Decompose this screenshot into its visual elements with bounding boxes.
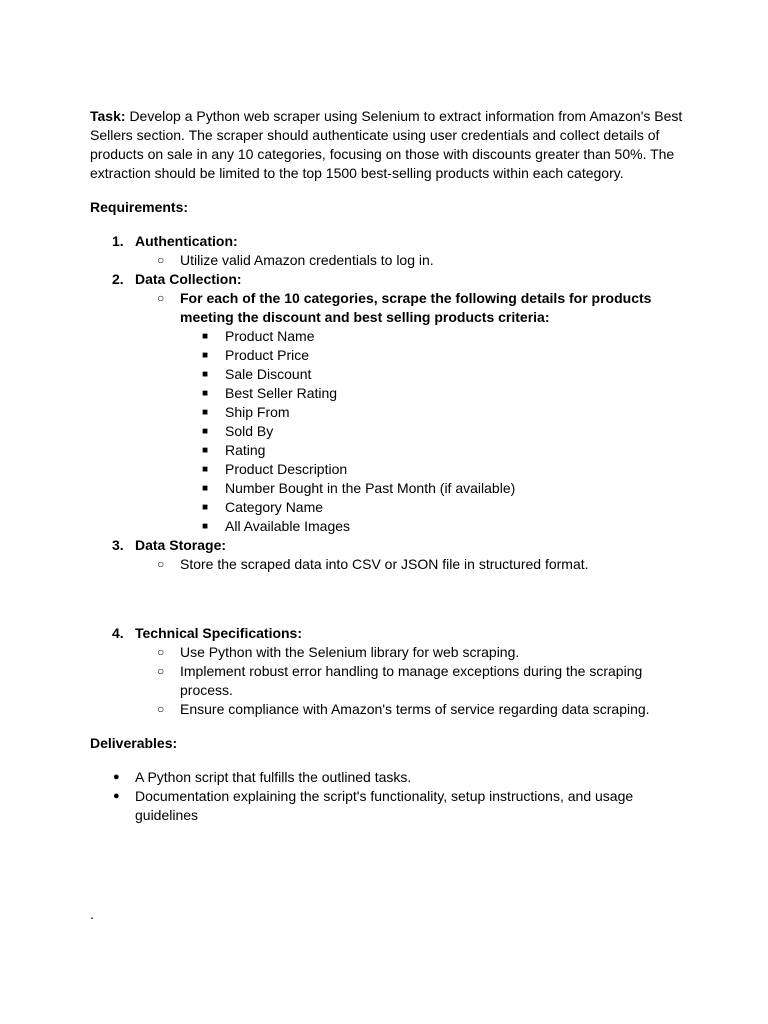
square-bullet-icon: ■	[202, 407, 209, 418]
list-item-text: For each of the 10 categories, scrape the following details for products meeting the discount and best selling products criteria:	[180, 290, 652, 325]
step-number: 1.	[112, 233, 124, 249]
list-item-text: Utilize valid Amazon credentials to log in.	[180, 252, 434, 268]
square-bullet-icon: ■	[202, 521, 209, 532]
list-item	[180, 422, 690, 441]
list-item	[180, 498, 690, 517]
square-bullet-icon: ■	[202, 483, 209, 494]
list-item	[180, 517, 690, 536]
field-name: Category Name	[225, 499, 324, 515]
field-name: Product Description	[225, 461, 348, 477]
filled-circle-bullet-icon: ●	[113, 790, 120, 802]
document-page	[90, 107, 690, 825]
step-sublist	[135, 643, 690, 719]
square-bullet-icon: ■	[202, 464, 209, 475]
requirement-step	[90, 232, 690, 270]
square-bullet-icon: ■	[202, 388, 209, 399]
field-name: Best Seller Rating	[225, 385, 338, 401]
list-item	[135, 700, 690, 719]
list-item	[135, 289, 690, 536]
field-name: Number Bought in the Past Month (if available)	[225, 480, 516, 496]
square-bullet-icon: ■	[202, 331, 209, 342]
step-title: Data Collection:	[135, 271, 242, 287]
list-item	[180, 460, 690, 479]
hollow-circle-bullet-icon: ○	[157, 702, 165, 716]
step-sublist	[135, 289, 690, 536]
deliverables-list	[90, 768, 690, 825]
field-name: Rating	[225, 442, 266, 458]
task-text: Develop a Python web scraper using Selenium to extract information from Amazon's Best Sellers section. The scraper should authenticate using user credentials and collect details of products on sale in any 10 categories, focusing on those with discounts greater than 50%. The extraction should be limited to the top 1500 best-selling products within each category.	[90, 108, 683, 181]
deliverable-text: Documentation explaining the script's functionality, setup instructions, and usage guidelines	[135, 788, 634, 823]
list-item	[180, 384, 690, 403]
step-number: 3.	[112, 537, 124, 553]
list-item	[180, 365, 690, 384]
requirements-list	[90, 232, 690, 719]
field-name: Product Name	[225, 328, 315, 344]
list-item	[180, 441, 690, 460]
square-bullet-icon: ■	[202, 502, 209, 513]
field-name: Sale Discount	[225, 366, 312, 382]
hollow-circle-bullet-icon: ○	[157, 664, 165, 678]
square-bullet-icon: ■	[202, 369, 209, 380]
step-title: Data Storage:	[135, 537, 227, 553]
requirement-step	[90, 270, 690, 536]
list-item	[180, 346, 690, 365]
task-label: Task:	[90, 108, 126, 124]
list-item	[90, 787, 690, 825]
fields-list	[180, 327, 690, 536]
requirement-step	[90, 624, 690, 719]
step-sublist	[135, 251, 690, 270]
requirements-heading: Requirements:	[90, 199, 189, 215]
step-title: Authentication:	[135, 233, 238, 249]
field-name: Product Price	[225, 347, 310, 363]
step-number: 2.	[112, 271, 124, 287]
step-number: 4.	[112, 625, 124, 641]
field-name: Sold By	[225, 423, 274, 439]
list-item-text: Store the scraped data into CSV or JSON file in structured format.	[180, 556, 589, 572]
hollow-circle-bullet-icon: ○	[157, 253, 165, 267]
list-item	[180, 403, 690, 422]
hollow-circle-bullet-icon: ○	[157, 557, 165, 571]
field-name: Ship From	[225, 404, 290, 420]
hollow-circle-bullet-icon: ○	[157, 645, 165, 659]
step-sublist	[135, 555, 690, 574]
task-paragraph	[90, 107, 690, 183]
list-item	[135, 643, 690, 662]
list-item-text: Ensure compliance with Amazon's terms of service regarding data scraping.	[180, 701, 650, 717]
square-bullet-icon: ■	[202, 426, 209, 437]
list-item	[135, 662, 690, 700]
square-bullet-icon: ■	[202, 445, 209, 456]
list-item	[180, 327, 690, 346]
list-item	[135, 251, 690, 270]
filled-circle-bullet-icon: ●	[113, 771, 120, 783]
stray-period-mark: .	[90, 906, 94, 922]
field-name: All Available Images	[225, 518, 351, 534]
vertical-spacer	[90, 574, 690, 624]
requirement-step	[90, 536, 690, 574]
deliverable-text: A Python script that fulfills the outlined tasks.	[135, 769, 412, 785]
list-item	[135, 555, 690, 574]
list-item-text: Implement robust error handling to manage exceptions during the scraping process.	[180, 663, 643, 698]
list-item	[90, 768, 690, 787]
deliverables-heading: Deliverables:	[90, 735, 178, 751]
list-item	[180, 479, 690, 498]
hollow-circle-bullet-icon: ○	[157, 291, 165, 305]
step-title: Technical Specifications:	[135, 625, 303, 641]
square-bullet-icon: ■	[202, 350, 209, 361]
list-item-text: Use Python with the Selenium library for web scraping.	[180, 644, 520, 660]
